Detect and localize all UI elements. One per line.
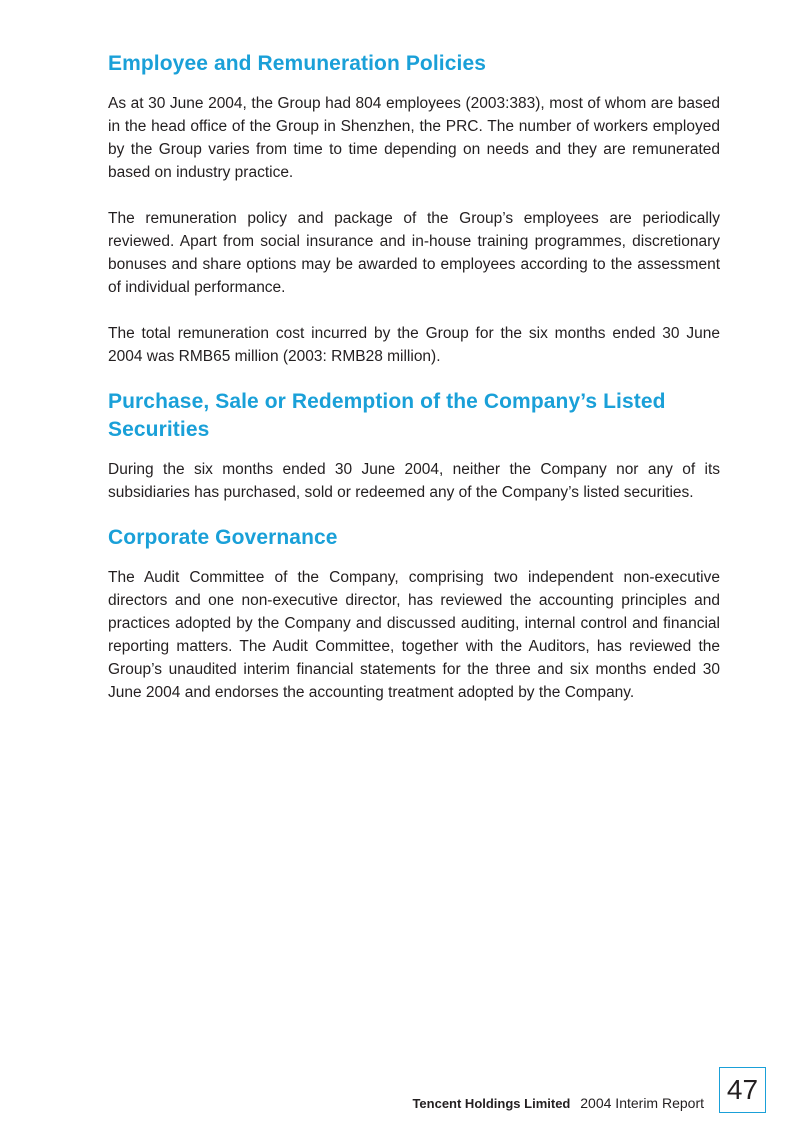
paragraph-audit-committee: The Audit Committee of the Company, comprising two independent non-executive directors and one non-executive director, has reviewed the accounting principles and practices adopted by the Company and discussed auditing, internal control and financial reporting matters. The Audit Committee, together with the Auditors, has reviewed the Group’s unaudited interim financial statements for the three and six months ended 30 June 2004 and endorses the accounting treatment adopted by the Company. — [108, 569, 720, 701]
paragraph-listed-securities: During the six months ended 30 June 2004, neither the Company nor any of its subsidiaries has purchased, sold or redeemed any of the Company’s listed securities. — [108, 461, 720, 501]
footer-company-name: Tencent Holdings Limited — [412, 1096, 571, 1111]
heading-listed-securities: Purchase, Sale or Redemption of the Company’s Listed Securities — [108, 390, 666, 441]
paragraph-remuneration-cost: The total remuneration cost incurred by the Group for the six months ended 30 June 2004 was RMB65 million (2003: RMB28 million). — [108, 325, 720, 365]
page-content — [108, 50, 720, 704]
paragraph-remuneration-policy: The remuneration policy and package of the Group’s employees are periodically reviewed. Apart from social insurance and in-house training programmes, discretionary bonuses and share options may be awarded to employees according to the assessment of individual performance. — [108, 210, 720, 296]
page-number: 47 — [726, 1074, 759, 1105]
page-number-box — [719, 1067, 766, 1113]
paragraph-employees: As at 30 June 2004, the Group had 804 employees (2003:383), most of whom are based in the head office of the Group in Shenzhen, the PRC. The number of workers employed by the Group varies from time to time depending on needs and they are remunerated based on industry practice. — [108, 95, 720, 181]
heading-employee-remuneration: Employee and Remuneration Policies — [108, 52, 487, 75]
footer-report-title: 2004 Interim Report — [580, 1095, 704, 1111]
page-footer — [412, 1093, 704, 1114]
heading-corporate-governance: Corporate Governance — [108, 526, 338, 549]
